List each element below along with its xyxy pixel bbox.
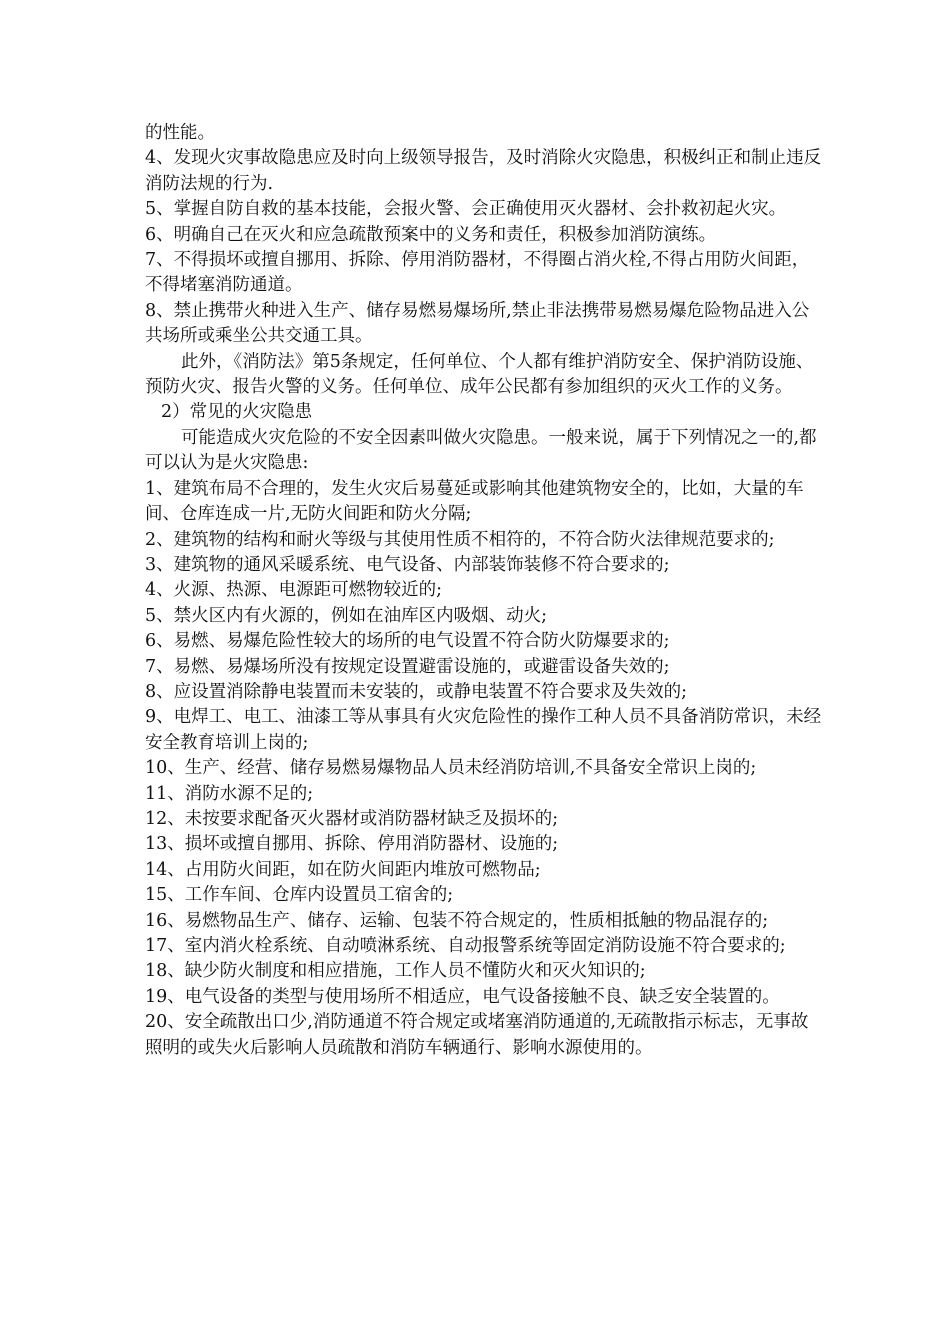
paragraph: 的性能。 [145, 123, 215, 143]
paragraph: 6、明确自己在灭火和应急疏散预案中的义务和责任，积极参加消防演练。 [145, 224, 717, 245]
list-item: 6、易燃、易爆危险性较大的场所的电气设置不符合防火防爆要求的; [145, 631, 670, 652]
list-item: 20、安全疏散出口少,消防通道不符合规定或堵塞消防通道的,无疏散指示标志，无事故照明的或失火后影响人员疏散和消防车辆通行、影响水源使用的。 [145, 1012, 809, 1058]
list-item: 5、禁火区内有火源的，例如在油库区内吸烟、动火; [145, 605, 548, 626]
list-item: 8、应设置消除静电装置而未安装的，或静电装置不符合要求及失效的; [145, 681, 688, 702]
list-item: 2、建筑物的结构和耐火等级与其使用性质不相符的，不符合防火法律规范要求的; [145, 529, 775, 550]
paragraph: 8、禁止携带火种进入生产、储存易燃易爆场所,禁止非法携带易燃易爆危险物品进入公共场所或乘坐公共交通工具。 [145, 300, 810, 347]
list-item: 7、易燃、易爆场所没有按规定设置避雷设施的，或避雷设备失效的; [145, 656, 670, 677]
list-item: 9、电焊工、电工、油漆工等从事具有火灾危险性的操作工种人员不具备消防常识，未经安全教育培训上岗的; [145, 707, 822, 753]
list-item: 12、未按要求配备灭火器材或消防器材缺乏及损坏的; [145, 808, 559, 829]
paragraph: 可能造成火灾危险的不安全因素叫做火灾隐患。一般来说，属于下列情况之一的,都可以认为是火灾隐患: [145, 427, 817, 474]
list-item: 4、火源、热源、电源距可燃物较近的; [145, 580, 443, 601]
paragraph: 7、不得损坏或擅自挪用、拆除、停用消防器材，不得圈占消火栓,不得占用防火间距，不得堵塞消防通道。 [145, 250, 810, 296]
list-item: 15、工作车间、仓库内设置员工宿舍的; [145, 885, 454, 906]
paragraph: 4、发现火灾事故隐患应及时向上级领导报告，及时消除火灾隐患，积极纠正和制止违反消防法规的行为. [145, 148, 822, 194]
list-item: 13、损坏或擅自挪用、拆除、停用消防器材、设施的; [145, 834, 559, 855]
list-item: 1、建筑布局不合理的，发生火灾后易蔓延或影响其他建筑物安全的，比如，大量的车间、仓库连成一片,无防火间距和防火分隔; [145, 478, 804, 525]
list-item: 11、消防水源不足的; [145, 783, 314, 804]
list-item: 14、占用防火间距，如在防火间距内堆放可燃物品; [145, 859, 541, 880]
list-item: 19、电气设备的类型与使用场所不相适应，电气设备接触不良、缺乏安全装置的。 [145, 986, 780, 1007]
list-item: 10、生产、经营、储存易燃易爆物品人员未经消防培训,不具备安全常识上岗的; [145, 758, 757, 779]
paragraph: 此外，《消防法》第5条规定，任何单位、个人都有维护消防安全、保护消防设施、预防火灾、报告火警的义务。任何单位、成年公民都有参加组织的灭火工作的义务。 [145, 351, 814, 398]
list-item: 16、易燃物品生产、储存、运输、包装不符合规定的，性质相抵触的物品混存的; [145, 910, 769, 931]
document-body [145, 121, 825, 1061]
section-heading: 2）常见的火灾隐患 [161, 402, 313, 423]
list-item: 18、缺少防火制度和相应措施，工作人员不懂防火和灭火知识的; [145, 961, 646, 982]
list-item: 3、建筑物的通风采暖系统、电气设备、内部装饰装修不符合要求的; [145, 554, 670, 575]
list-item: 17、室内消火栓系统、自动喷淋系统、自动报警系统等固定消防设施不符合要求的; [145, 936, 786, 956]
paragraph: 5、掌握自防自救的基本技能，会报火警、会正确使用灭火器材、会扑救初起火灾。 [145, 199, 787, 220]
